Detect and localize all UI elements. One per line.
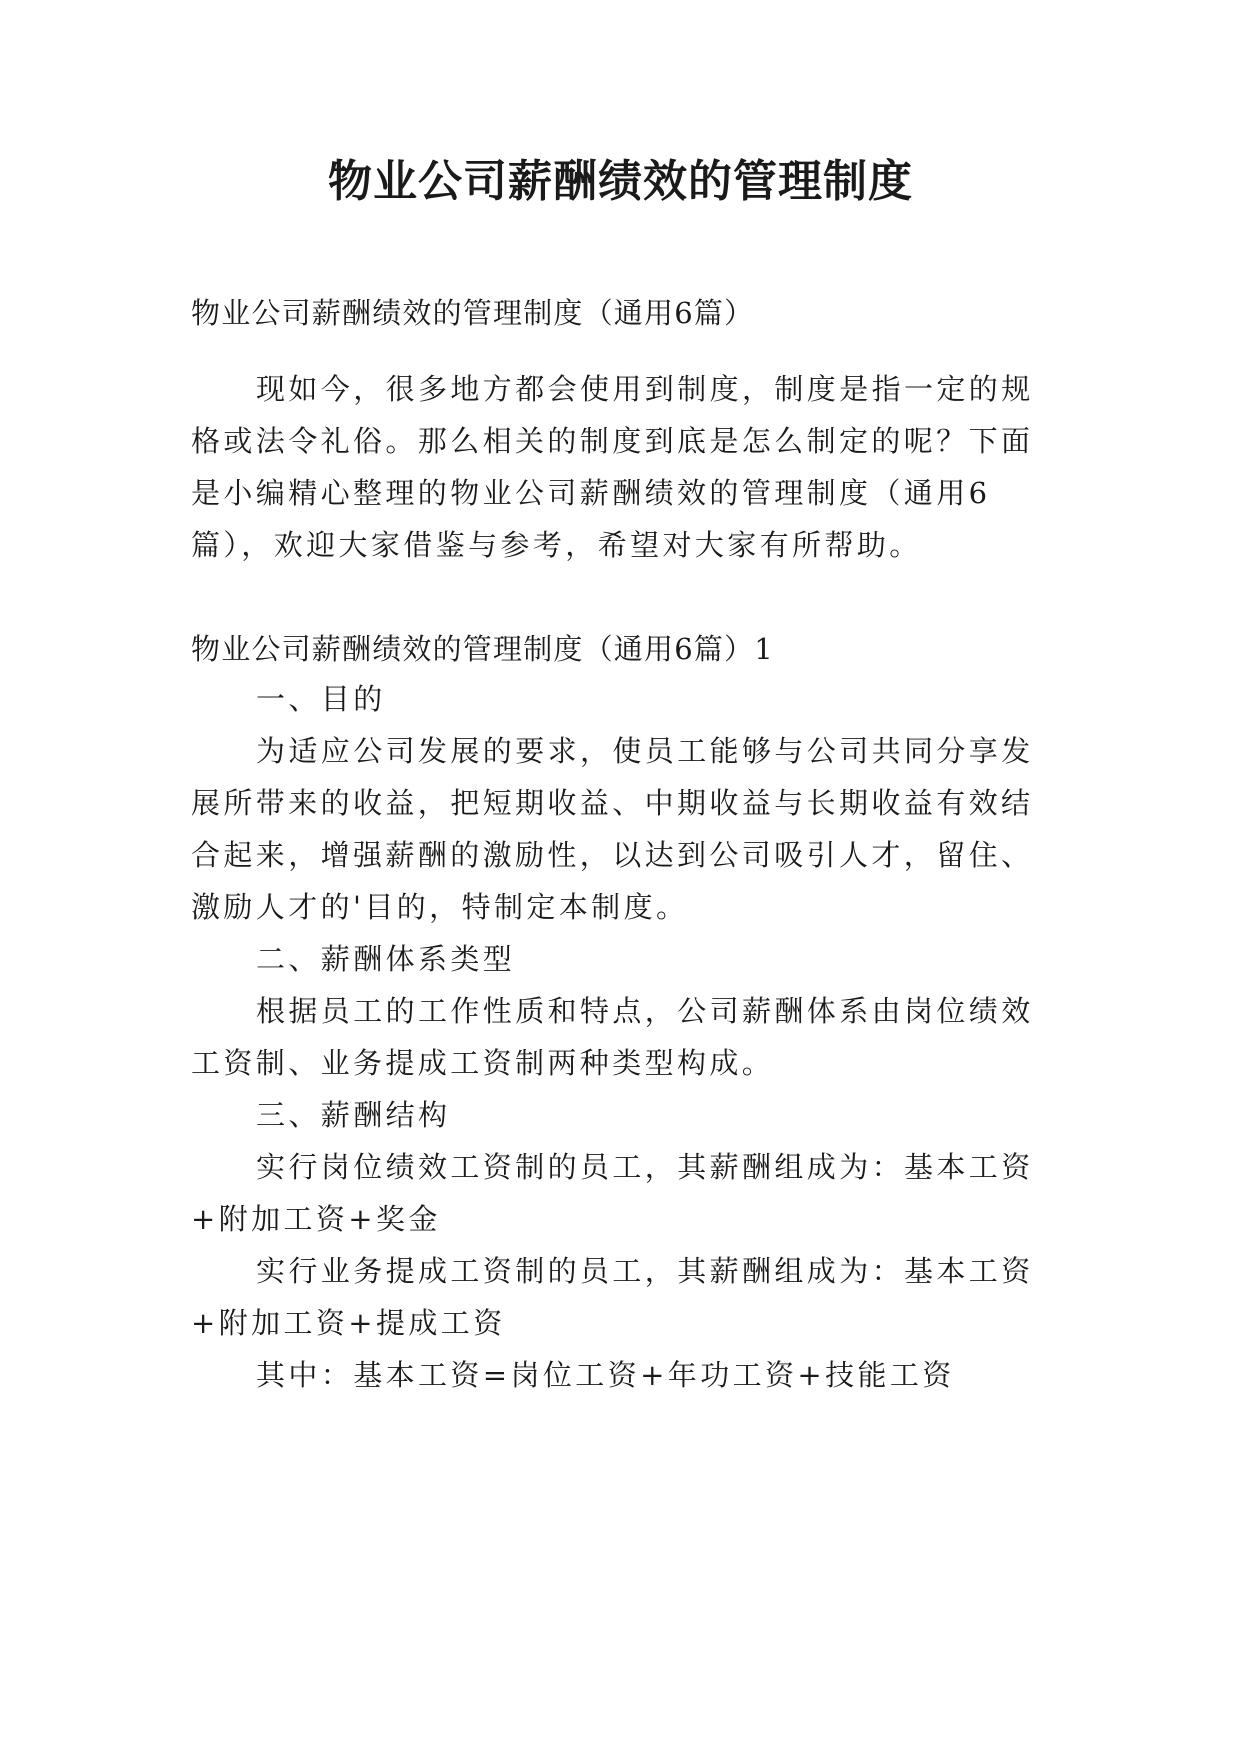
purpose-line-4: 激励人才的'目的，特制定本制度。 bbox=[191, 890, 689, 924]
intro-line-3: 是小编精心整理的物业公司薪酬绩效的管理制度（通用6 bbox=[191, 476, 991, 510]
structure-b-line-2: +附加工资+提成工资 bbox=[191, 1306, 506, 1340]
purpose-line-2: 展所带来的收益，把短期收益、中期收益与长期收益有效结 bbox=[191, 786, 1034, 820]
document-title: 物业公司薪酬绩效的管理制度 bbox=[328, 156, 913, 207]
purpose-line-3: 合起来，增强薪酬的激励性，以达到公司吸引人才，留住、 bbox=[191, 838, 1034, 872]
salary-types-line-1: 根据员工的工作性质和特点，公司薪酬体系由岗位绩效 bbox=[256, 994, 1034, 1028]
structure-a-line-2: +附加工资+奖金 bbox=[191, 1202, 441, 1236]
intro-line-1: 现如今，很多地方都会使用到制度，制度是指一定的规 bbox=[256, 372, 1034, 406]
heading-salary-types: 二、薪酬体系类型 bbox=[256, 942, 516, 976]
section-title: 物业公司薪酬绩效的管理制度（通用6篇）1 bbox=[191, 632, 774, 666]
heading-purpose: 一、目的 bbox=[256, 682, 386, 716]
purpose-line-1: 为适应公司发展的要求，使员工能够与公司共同分享发 bbox=[256, 734, 1034, 768]
intro-line-2: 格或法令礼俗。那么相关的制度到底是怎么制定的呢？下面 bbox=[191, 424, 1034, 458]
base-salary-formula: 其中：基本工资=岗位工资+年功工资+技能工资 bbox=[256, 1358, 955, 1392]
intro-line-4: 篇），欢迎大家借鉴与参考，希望对大家有所帮助。 bbox=[191, 528, 922, 562]
structure-b-line-1: 实行业务提成工资制的员工，其薪酬组成为：基本工资 bbox=[256, 1254, 1034, 1288]
salary-types-line-2: 工资制、业务提成工资制两种类型构成。 bbox=[191, 1046, 775, 1080]
heading-salary-structure: 三、薪酬结构 bbox=[256, 1098, 451, 1132]
structure-a-line-1: 实行岗位绩效工资制的员工，其薪酬组成为：基本工资 bbox=[256, 1150, 1034, 1184]
document-subtitle: 物业公司薪酬绩效的管理制度（通用6篇） bbox=[191, 296, 755, 330]
